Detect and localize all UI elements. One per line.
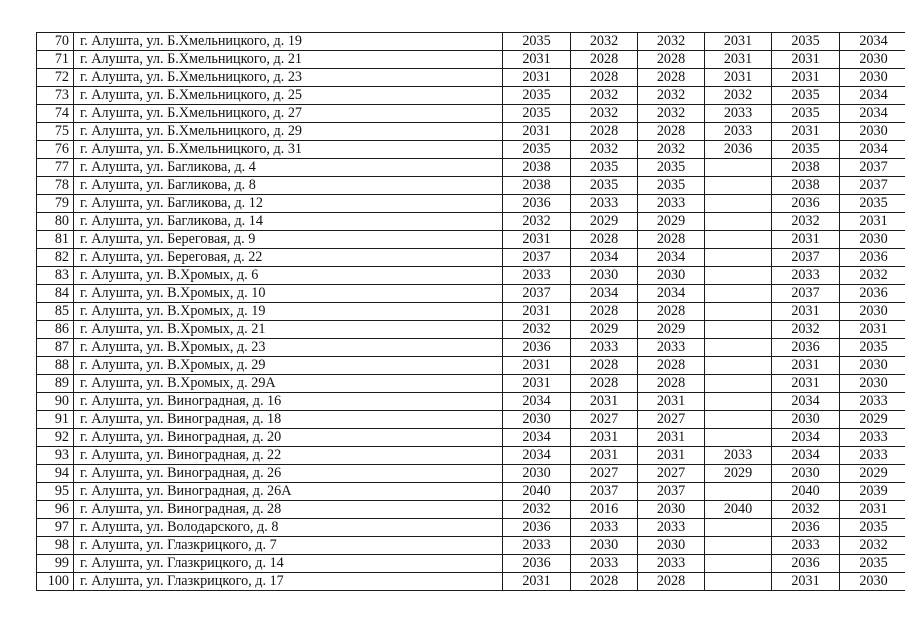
- year-cell-5: 2036: [772, 519, 840, 537]
- year-cell-5: 2034: [772, 447, 840, 465]
- year-cell-6: 2030: [840, 573, 905, 591]
- address-cell: г. Алушта, ул. Багликова, д. 12: [74, 195, 503, 213]
- year-cell-3: 2028: [638, 69, 705, 87]
- year-cell-2: 2028: [571, 303, 638, 321]
- year-cell-6: 2029: [840, 465, 905, 483]
- address-cell: г. Алушта, ул. Багликова, д. 14: [74, 213, 503, 231]
- year-cell-1: 2034: [503, 447, 571, 465]
- year-cell-4: [705, 321, 772, 339]
- table-row: [37, 411, 905, 429]
- year-cell-3: 2033: [638, 195, 705, 213]
- year-cell-6: 2034: [840, 105, 905, 123]
- table-row: [37, 303, 905, 321]
- year-cell-5: 2031: [772, 69, 840, 87]
- address-cell: г. Алушта, ул. В.Хромых, д. 21: [74, 321, 503, 339]
- year-cell-2: 2029: [571, 321, 638, 339]
- year-cell-4: 2031: [705, 51, 772, 69]
- row-number-cell: 79: [37, 195, 74, 213]
- address-cell: г. Алушта, ул. Береговая, д. 9: [74, 231, 503, 249]
- table-row: [37, 213, 905, 231]
- year-cell-4: [705, 195, 772, 213]
- year-cell-2: 2028: [571, 123, 638, 141]
- table-row: [37, 519, 905, 537]
- year-cell-1: 2038: [503, 159, 571, 177]
- year-cell-4: [705, 303, 772, 321]
- year-cell-6: 2035: [840, 195, 905, 213]
- row-number-cell: 81: [37, 231, 74, 249]
- year-cell-3: 2028: [638, 357, 705, 375]
- year-cell-1: 2031: [503, 303, 571, 321]
- year-cell-5: 2036: [772, 195, 840, 213]
- year-cell-3: 2027: [638, 465, 705, 483]
- year-cell-1: 2031: [503, 123, 571, 141]
- year-cell-6: 2031: [840, 321, 905, 339]
- row-number-cell: 92: [37, 429, 74, 447]
- year-cell-1: 2031: [503, 573, 571, 591]
- year-cell-2: 2028: [571, 51, 638, 69]
- year-cell-2: 2032: [571, 87, 638, 105]
- address-cell: г. Алушта, ул. В.Хромых, д. 29А: [74, 375, 503, 393]
- year-cell-6: 2030: [840, 231, 905, 249]
- year-cell-5: 2031: [772, 303, 840, 321]
- address-cell: г. Алушта, ул. Багликова, д. 8: [74, 177, 503, 195]
- year-cell-4: 2031: [705, 69, 772, 87]
- address-cell: г. Алушта, ул. Виноградная, д. 26: [74, 465, 503, 483]
- year-cell-1: 2037: [503, 249, 571, 267]
- year-cell-4: 2033: [705, 123, 772, 141]
- year-cell-2: 2029: [571, 213, 638, 231]
- address-cell: г. Алушта, ул. Виноградная, д. 16: [74, 393, 503, 411]
- year-cell-3: 2035: [638, 177, 705, 195]
- year-cell-6: 2035: [840, 339, 905, 357]
- row-number-cell: 96: [37, 501, 74, 519]
- year-cell-3: 2030: [638, 267, 705, 285]
- row-number-cell: 98: [37, 537, 74, 555]
- address-cell: г. Алушта, ул. Б.Хмельницкого, д. 21: [74, 51, 503, 69]
- year-cell-2: 2030: [571, 267, 638, 285]
- year-cell-2: 2016: [571, 501, 638, 519]
- table-row: [37, 159, 905, 177]
- year-cell-6: 2030: [840, 375, 905, 393]
- table-row: [37, 105, 905, 123]
- year-cell-2: 2028: [571, 357, 638, 375]
- year-cell-5: 2037: [772, 285, 840, 303]
- year-cell-4: [705, 483, 772, 501]
- year-cell-3: 2028: [638, 231, 705, 249]
- address-cell: г. Алушта, ул. Б.Хмельницкого, д. 19: [74, 33, 503, 51]
- year-cell-4: [705, 573, 772, 591]
- table-row: [37, 177, 905, 195]
- address-cell: г. Алушта, ул. Глазкрицкого, д. 14: [74, 555, 503, 573]
- year-cell-4: 2031: [705, 33, 772, 51]
- year-cell-2: 2032: [571, 141, 638, 159]
- year-cell-4: [705, 537, 772, 555]
- year-cell-5: 2037: [772, 249, 840, 267]
- row-number-cell: 71: [37, 51, 74, 69]
- row-number-cell: 74: [37, 105, 74, 123]
- year-cell-1: 2035: [503, 87, 571, 105]
- year-cell-2: 2031: [571, 429, 638, 447]
- year-cell-5: 2032: [772, 501, 840, 519]
- year-cell-5: 2036: [772, 555, 840, 573]
- document-page: [36, 32, 888, 591]
- table-body: [37, 33, 905, 591]
- row-number-cell: 84: [37, 285, 74, 303]
- year-cell-3: 2028: [638, 573, 705, 591]
- table-row: [37, 555, 905, 573]
- year-cell-4: 2033: [705, 105, 772, 123]
- year-cell-2: 2033: [571, 339, 638, 357]
- table-row: [37, 141, 905, 159]
- year-cell-1: 2038: [503, 177, 571, 195]
- year-cell-6: 2030: [840, 69, 905, 87]
- year-cell-2: 2031: [571, 393, 638, 411]
- year-cell-6: 2036: [840, 285, 905, 303]
- row-number-cell: 88: [37, 357, 74, 375]
- year-cell-1: 2035: [503, 105, 571, 123]
- year-cell-3: 2031: [638, 447, 705, 465]
- table-row: [37, 69, 905, 87]
- year-cell-6: 2030: [840, 123, 905, 141]
- year-cell-4: [705, 555, 772, 573]
- year-cell-6: 2029: [840, 411, 905, 429]
- year-cell-1: 2036: [503, 555, 571, 573]
- year-cell-5: 2032: [772, 321, 840, 339]
- year-cell-6: 2035: [840, 555, 905, 573]
- row-number-cell: 73: [37, 87, 74, 105]
- table-row: [37, 87, 905, 105]
- row-number-cell: 91: [37, 411, 74, 429]
- table-row: [37, 195, 905, 213]
- year-cell-2: 2032: [571, 105, 638, 123]
- table-row: [37, 537, 905, 555]
- year-cell-3: 2028: [638, 51, 705, 69]
- row-number-cell: 85: [37, 303, 74, 321]
- year-cell-3: 2028: [638, 123, 705, 141]
- row-number-cell: 77: [37, 159, 74, 177]
- year-cell-6: 2037: [840, 177, 905, 195]
- year-cell-4: [705, 339, 772, 357]
- year-cell-4: 2040: [705, 501, 772, 519]
- year-cell-5: 2031: [772, 357, 840, 375]
- year-cell-5: 2036: [772, 339, 840, 357]
- row-number-cell: 78: [37, 177, 74, 195]
- year-cell-6: 2034: [840, 33, 905, 51]
- year-cell-6: 2032: [840, 537, 905, 555]
- year-cell-2: 2028: [571, 69, 638, 87]
- year-cell-3: 2028: [638, 375, 705, 393]
- year-cell-2: 2027: [571, 465, 638, 483]
- year-cell-5: 2031: [772, 375, 840, 393]
- year-cell-1: 2032: [503, 213, 571, 231]
- schedule-table: [36, 32, 905, 591]
- row-number-cell: 70: [37, 33, 74, 51]
- row-number-cell: 75: [37, 123, 74, 141]
- year-cell-4: [705, 429, 772, 447]
- year-cell-1: 2031: [503, 357, 571, 375]
- year-cell-1: 2036: [503, 339, 571, 357]
- year-cell-6: 2039: [840, 483, 905, 501]
- year-cell-5: 2035: [772, 105, 840, 123]
- year-cell-4: [705, 267, 772, 285]
- year-cell-5: 2035: [772, 141, 840, 159]
- address-cell: г. Алушта, ул. Глазкрицкого, д. 17: [74, 573, 503, 591]
- row-number-cell: 97: [37, 519, 74, 537]
- row-number-cell: 87: [37, 339, 74, 357]
- year-cell-4: 2032: [705, 87, 772, 105]
- table-row: [37, 573, 905, 591]
- year-cell-6: 2034: [840, 141, 905, 159]
- year-cell-1: 2030: [503, 411, 571, 429]
- year-cell-5: 2033: [772, 267, 840, 285]
- year-cell-3: 2031: [638, 429, 705, 447]
- table-row: [37, 501, 905, 519]
- year-cell-1: 2040: [503, 483, 571, 501]
- year-cell-4: [705, 231, 772, 249]
- year-cell-3: 2032: [638, 141, 705, 159]
- year-cell-6: 2035: [840, 519, 905, 537]
- year-cell-5: 2035: [772, 33, 840, 51]
- year-cell-3: 2028: [638, 303, 705, 321]
- year-cell-5: 2038: [772, 177, 840, 195]
- year-cell-6: 2033: [840, 447, 905, 465]
- year-cell-4: 2036: [705, 141, 772, 159]
- year-cell-1: 2031: [503, 375, 571, 393]
- address-cell: г. Алушта, ул. Б.Хмельницкого, д. 29: [74, 123, 503, 141]
- year-cell-3: 2032: [638, 33, 705, 51]
- year-cell-2: 2028: [571, 375, 638, 393]
- year-cell-5: 2034: [772, 429, 840, 447]
- year-cell-2: 2034: [571, 285, 638, 303]
- row-number-cell: 72: [37, 69, 74, 87]
- row-number-cell: 76: [37, 141, 74, 159]
- year-cell-1: 2033: [503, 267, 571, 285]
- table-row: [37, 447, 905, 465]
- year-cell-3: 2030: [638, 537, 705, 555]
- address-cell: г. Алушта, ул. В.Хромых, д. 19: [74, 303, 503, 321]
- address-cell: г. Алушта, ул. Виноградная, д. 28: [74, 501, 503, 519]
- year-cell-3: 2032: [638, 87, 705, 105]
- address-cell: г. Алушта, ул. Виноградная, д. 22: [74, 447, 503, 465]
- table-row: [37, 483, 905, 501]
- year-cell-6: 2033: [840, 393, 905, 411]
- year-cell-4: [705, 249, 772, 267]
- year-cell-1: 2035: [503, 141, 571, 159]
- year-cell-5: 2031: [772, 123, 840, 141]
- row-number-cell: 93: [37, 447, 74, 465]
- year-cell-5: 2040: [772, 483, 840, 501]
- table-row: [37, 357, 905, 375]
- table-row: [37, 285, 905, 303]
- row-number-cell: 99: [37, 555, 74, 573]
- table-row: [37, 339, 905, 357]
- year-cell-6: 2030: [840, 51, 905, 69]
- year-cell-5: 2035: [772, 87, 840, 105]
- year-cell-5: 2032: [772, 213, 840, 231]
- year-cell-4: [705, 357, 772, 375]
- year-cell-2: 2034: [571, 249, 638, 267]
- year-cell-5: 2031: [772, 573, 840, 591]
- year-cell-6: 2031: [840, 501, 905, 519]
- year-cell-2: 2028: [571, 231, 638, 249]
- year-cell-1: 2031: [503, 69, 571, 87]
- year-cell-5: 2038: [772, 159, 840, 177]
- year-cell-3: 2029: [638, 213, 705, 231]
- year-cell-6: 2030: [840, 303, 905, 321]
- year-cell-1: 2036: [503, 519, 571, 537]
- year-cell-6: 2030: [840, 357, 905, 375]
- year-cell-4: [705, 375, 772, 393]
- table-row: [37, 321, 905, 339]
- year-cell-2: 2028: [571, 573, 638, 591]
- table-row: [37, 375, 905, 393]
- address-cell: г. Алушта, ул. Виноградная, д. 26А: [74, 483, 503, 501]
- address-cell: г. Алушта, ул. В.Хромых, д. 29: [74, 357, 503, 375]
- year-cell-1: 2030: [503, 465, 571, 483]
- year-cell-4: [705, 393, 772, 411]
- row-number-cell: 89: [37, 375, 74, 393]
- year-cell-4: [705, 159, 772, 177]
- address-cell: г. Алушта, ул. Б.Хмельницкого, д. 27: [74, 105, 503, 123]
- address-cell: г. Алушта, ул. Виноградная, д. 20: [74, 429, 503, 447]
- year-cell-1: 2031: [503, 51, 571, 69]
- table-row: [37, 231, 905, 249]
- year-cell-2: 2030: [571, 537, 638, 555]
- year-cell-3: 2033: [638, 519, 705, 537]
- year-cell-3: 2031: [638, 393, 705, 411]
- year-cell-2: 2031: [571, 447, 638, 465]
- row-number-cell: 80: [37, 213, 74, 231]
- year-cell-1: 2032: [503, 501, 571, 519]
- year-cell-4: [705, 519, 772, 537]
- year-cell-4: 2029: [705, 465, 772, 483]
- year-cell-3: 2029: [638, 321, 705, 339]
- year-cell-1: 2034: [503, 393, 571, 411]
- year-cell-2: 2027: [571, 411, 638, 429]
- year-cell-4: [705, 411, 772, 429]
- address-cell: г. Алушта, ул. Б.Хмельницкого, д. 31: [74, 141, 503, 159]
- year-cell-1: 2037: [503, 285, 571, 303]
- year-cell-2: 2035: [571, 177, 638, 195]
- table-row: [37, 33, 905, 51]
- address-cell: г. Алушта, ул. Б.Хмельницкого, д. 25: [74, 87, 503, 105]
- year-cell-1: 2036: [503, 195, 571, 213]
- table-row: [37, 249, 905, 267]
- year-cell-1: 2034: [503, 429, 571, 447]
- table-row: [37, 393, 905, 411]
- address-cell: г. Алушта, ул. Глазкрицкого, д. 7: [74, 537, 503, 555]
- year-cell-5: 2030: [772, 465, 840, 483]
- year-cell-2: 2033: [571, 555, 638, 573]
- address-cell: г. Алушта, ул. В.Хромых, д. 6: [74, 267, 503, 285]
- year-cell-5: 2031: [772, 231, 840, 249]
- year-cell-6: 2032: [840, 267, 905, 285]
- year-cell-3: 2030: [638, 501, 705, 519]
- row-number-cell: 94: [37, 465, 74, 483]
- year-cell-1: 2035: [503, 33, 571, 51]
- year-cell-5: 2030: [772, 411, 840, 429]
- year-cell-6: 2033: [840, 429, 905, 447]
- year-cell-4: 2033: [705, 447, 772, 465]
- table-row: [37, 123, 905, 141]
- year-cell-1: 2031: [503, 231, 571, 249]
- year-cell-3: 2027: [638, 411, 705, 429]
- year-cell-2: 2033: [571, 195, 638, 213]
- address-cell: г. Алушта, ул. Б.Хмельницкого, д. 23: [74, 69, 503, 87]
- year-cell-4: [705, 285, 772, 303]
- year-cell-3: 2034: [638, 249, 705, 267]
- year-cell-4: [705, 177, 772, 195]
- year-cell-6: 2036: [840, 249, 905, 267]
- address-cell: г. Алушта, ул. Виноградная, д. 18: [74, 411, 503, 429]
- year-cell-2: 2033: [571, 519, 638, 537]
- year-cell-3: 2033: [638, 339, 705, 357]
- year-cell-2: 2035: [571, 159, 638, 177]
- year-cell-5: 2034: [772, 393, 840, 411]
- year-cell-1: 2032: [503, 321, 571, 339]
- address-cell: г. Алушта, ул. Береговая, д. 22: [74, 249, 503, 267]
- table-row: [37, 429, 905, 447]
- row-number-cell: 86: [37, 321, 74, 339]
- address-cell: г. Алушта, ул. В.Хромых, д. 10: [74, 285, 503, 303]
- table-row: [37, 267, 905, 285]
- year-cell-3: 2032: [638, 105, 705, 123]
- year-cell-3: 2037: [638, 483, 705, 501]
- table-row: [37, 51, 905, 69]
- year-cell-1: 2033: [503, 537, 571, 555]
- year-cell-2: 2032: [571, 33, 638, 51]
- row-number-cell: 83: [37, 267, 74, 285]
- address-cell: г. Алушта, ул. Багликова, д. 4: [74, 159, 503, 177]
- year-cell-3: 2033: [638, 555, 705, 573]
- year-cell-3: 2034: [638, 285, 705, 303]
- year-cell-5: 2031: [772, 51, 840, 69]
- year-cell-4: [705, 213, 772, 231]
- year-cell-6: 2031: [840, 213, 905, 231]
- row-number-cell: 90: [37, 393, 74, 411]
- year-cell-2: 2037: [571, 483, 638, 501]
- year-cell-6: 2037: [840, 159, 905, 177]
- year-cell-5: 2033: [772, 537, 840, 555]
- address-cell: г. Алушта, ул. В.Хромых, д. 23: [74, 339, 503, 357]
- year-cell-3: 2035: [638, 159, 705, 177]
- row-number-cell: 100: [37, 573, 74, 591]
- row-number-cell: 82: [37, 249, 74, 267]
- table-row: [37, 465, 905, 483]
- year-cell-6: 2034: [840, 87, 905, 105]
- address-cell: г. Алушта, ул. Володарского, д. 8: [74, 519, 503, 537]
- row-number-cell: 95: [37, 483, 74, 501]
